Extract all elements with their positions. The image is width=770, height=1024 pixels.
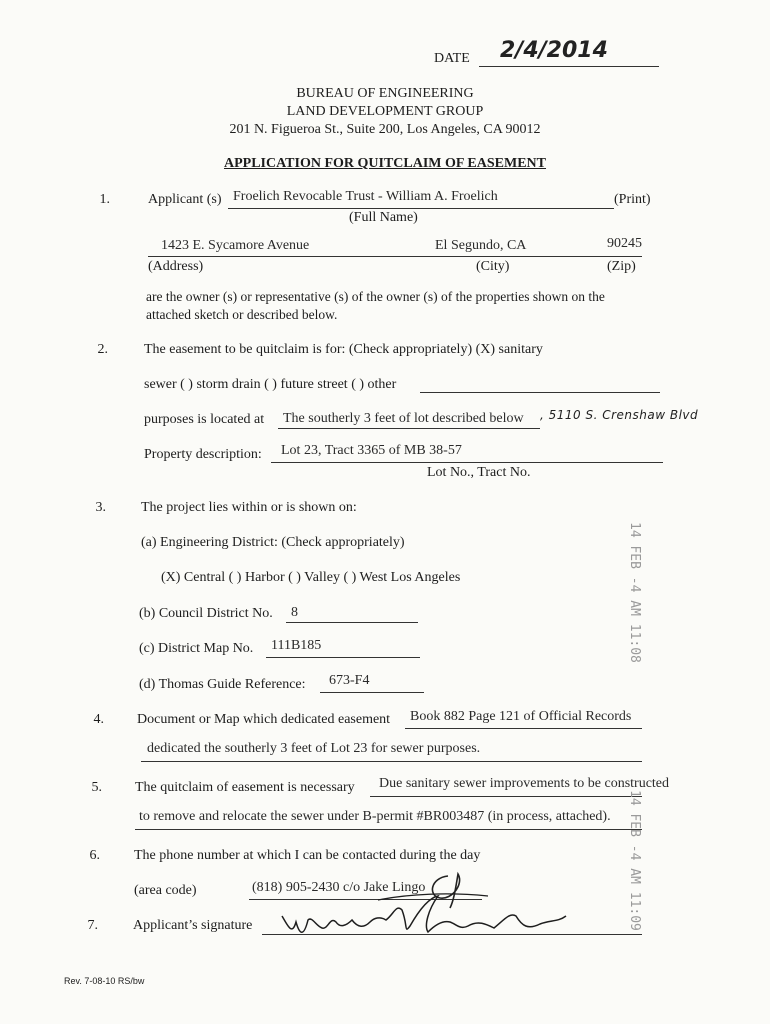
necessity-label: The quitclaim of easement is necessary — [135, 780, 355, 795]
date-line — [479, 66, 659, 67]
section-6-number: 6. — [89, 848, 100, 863]
section-4-number: 4. — [93, 712, 104, 727]
other-line — [420, 392, 660, 393]
phone-text: The phone number at which I can be contacted during the day — [134, 848, 481, 863]
full-name-caption: (Full Name) — [349, 210, 418, 225]
necessity-field[interactable]: Due sanitary sewer improvements to be constructed — [379, 776, 670, 791]
property-line — [271, 462, 663, 463]
address-caption: (Address) — [148, 259, 204, 274]
received-stamp-1: 14 FEB -4 AM 11:08 — [627, 522, 642, 663]
section-3-number: 3. — [95, 500, 106, 515]
easement-type-text-2: sewer ( ) storm drain ( ) future street ( ) other — [144, 377, 397, 392]
property-field[interactable]: Lot 23, Tract 3365 of MB 38-57 — [281, 443, 462, 458]
district-map-line — [266, 657, 420, 658]
revision-footer: Rev. 7-08-10 RS/bw — [64, 976, 145, 986]
section-7-number: 7. — [87, 918, 98, 933]
zip-field[interactable]: 90245 — [607, 236, 642, 251]
thomas-guide-label: (d) Thomas Guide Reference: — [139, 677, 306, 692]
purposes-handwritten[interactable]: , 5110 S. Crenshaw Blvd — [540, 408, 699, 422]
address-field[interactable]: 1423 E. Sycamore Avenue — [161, 238, 310, 253]
thomas-guide-line — [320, 692, 424, 693]
area-code-label: (area code) — [134, 883, 197, 898]
date-value[interactable]: 2/4/2014 — [500, 38, 608, 63]
section-2-number: 2. — [97, 342, 108, 357]
header-bureau: BUREAU OF ENGINEERING — [296, 86, 474, 101]
purposes-field[interactable]: The southerly 3 feet of lot described below — [283, 411, 524, 426]
council-district-line — [286, 622, 418, 623]
council-district-field[interactable]: 8 — [291, 605, 298, 620]
thomas-guide-field[interactable]: 673-F4 — [329, 673, 370, 688]
applicant-line — [228, 208, 614, 209]
property-caption: Lot No., Tract No. — [427, 465, 531, 480]
council-district-label: (b) Council District No. — [139, 606, 273, 621]
print-label: (Print) — [614, 192, 651, 207]
document-field[interactable]: Book 882 Page 121 of Official Records — [410, 709, 632, 724]
city-field[interactable]: El Segundo, CA — [435, 238, 527, 253]
phone-field[interactable]: (818) 905-2430 c/o Jake Lingo — [252, 880, 426, 895]
necessity-line — [370, 796, 642, 797]
section-1-number: 1. — [99, 192, 110, 207]
city-caption: (City) — [476, 259, 510, 274]
district-map-field[interactable]: 111B185 — [271, 638, 322, 653]
header-group: LAND DEVELOPMENT GROUP — [286, 104, 484, 119]
owner-text-2: attached sketch or described below. — [146, 307, 338, 322]
zip-caption: (Zip) — [607, 259, 636, 274]
property-label: Property description: — [144, 447, 262, 462]
applicant-signature[interactable] — [278, 886, 568, 946]
signature-label: Applicant’s signature — [133, 918, 253, 933]
applicant-field[interactable]: Froelich Revocable Trust - William A. Froelich — [233, 189, 498, 204]
owner-text-1: are the owner (s) or representative (s) of the owner (s) of the properties shown on the — [146, 289, 605, 304]
necessity-line-2 — [135, 829, 642, 830]
date-label: DATE — [434, 51, 470, 66]
purposes-label: purposes is located at — [144, 412, 265, 427]
document-field-2[interactable]: dedicated the southerly 3 feet of Lot 23 for sewer purposes. — [147, 741, 481, 756]
header-address: 201 N. Figueroa St., Suite 200, Los Angeles, CA 90012 — [229, 122, 541, 137]
district-map-label: (c) District Map No. — [139, 641, 254, 656]
received-stamp-2: 14 FEB -4 AM 11:09 — [627, 790, 642, 931]
document-label: Document or Map which dedicated easement — [137, 712, 391, 727]
address-line — [148, 256, 642, 257]
easement-type-text: The easement to be quitclaim is for: (Check appropriately) (X) sanitary — [144, 342, 543, 357]
document-line — [405, 728, 642, 729]
section-5-number: 5. — [91, 780, 102, 795]
necessity-field-2[interactable]: to remove and relocate the sewer under B-permit #BR003487 (in process, attached). — [139, 809, 611, 824]
document-line-2 — [141, 761, 642, 762]
page-title: APPLICATION FOR QUITCLAIM OF EASEMENT — [223, 156, 547, 171]
project-text: The project lies within or is shown on: — [141, 500, 357, 515]
applicant-label: Applicant (s) — [148, 192, 222, 207]
engineering-district-options[interactable]: (X) Central ( ) Harbor ( ) Valley ( ) West Los Angeles — [161, 570, 461, 585]
purposes-line — [278, 428, 540, 429]
engineering-district-label: (a) Engineering District: (Check appropriately) — [141, 535, 405, 550]
